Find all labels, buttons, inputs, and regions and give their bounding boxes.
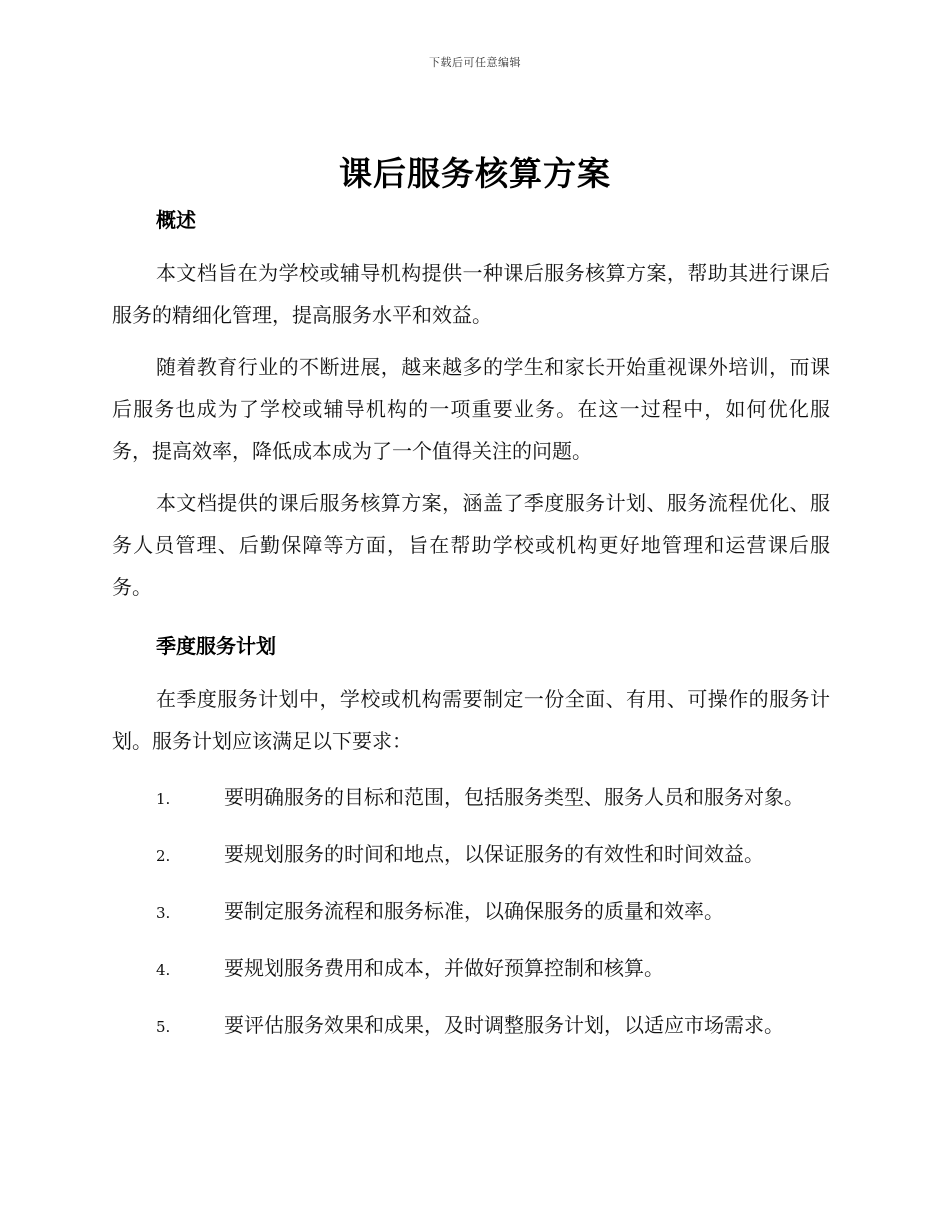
list-item-text: 要规划服务费用和成本，并做好预算控制和核算。 [224,956,664,980]
list-item-number: 5. [156,1018,171,1036]
list-item [112,890,830,934]
header-note: 下载后可任意编辑 [429,56,521,69]
list-item [112,833,830,877]
list-item [112,776,830,820]
list-item [112,947,830,991]
list-item-text: 要规划服务的时间和地点，以保证服务的有效性和时间效益。 [224,842,764,866]
document-title: 课后服务核算方案 [339,154,611,193]
section-heading-quarterly-plan: 季度服务计划 [156,634,276,658]
overview-paragraph-3: 本文档提供的课后服务核算方案，涵盖了季度服务计划、服务流程优化、服务人员管理、后勤保障等方面，旨在帮助学校或机构更好地管理和运营课后服务。 [112,491,830,599]
list-item [112,1004,830,1048]
list-item-number: 4. [156,961,171,979]
list-item-text: 要制定服务流程和服务标准，以确保服务的质量和效率。 [224,899,724,923]
quarterly-plan-intro: 在季度服务计划中，学校或机构需要制定一份全面、有用、可操作的服务计划。服务计划应该满足以下要求： [112,687,830,753]
document-body [112,202,830,1061]
list-item-number: 3. [156,904,171,922]
list-item-text: 要明确服务的目标和范围，包括服务类型、服务人员和服务对象。 [224,785,804,809]
overview-paragraph-1: 本文档旨在为学校或辅导机构提供一种课后服务核算方案，帮助其进行课后服务的精细化管理，提高服务水平和效益。 [112,261,830,327]
list-item-number: 1. [156,790,171,808]
requirements-list [112,776,830,1048]
list-item-text: 要评估服务效果和成果，及时调整服务计划，以适应市场需求。 [224,1013,784,1037]
overview-paragraph-2: 随着教育行业的不断进展，越来越多的学生和家长开始重视课外培训，而课后服务也成为了学校或辅导机构的一项重要业务。在这一过程中，如何优化服务，提高效率，降低成本成为了一个值得关注的问题。 [112,355,830,463]
section-heading-overview: 概述 [156,208,196,232]
list-item-number: 2. [156,847,171,865]
